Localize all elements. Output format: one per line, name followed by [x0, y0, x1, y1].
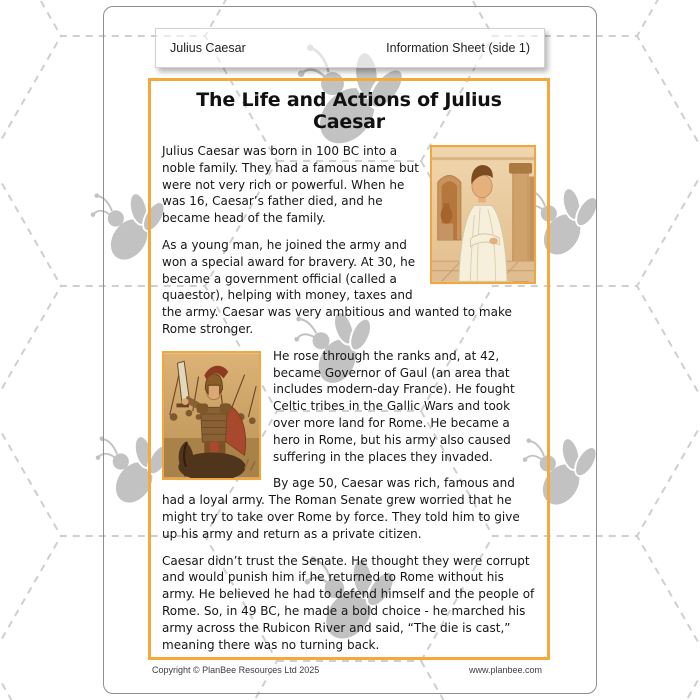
toga-illustration-art — [432, 147, 534, 282]
article-body — [162, 143, 536, 653]
paragraph-4: By age 50, Caesar was rich, famous and had a loyal army. The Roman Senate grew worried that he might try to take over Rome by force. They told him to give up his army and return as a private citizen. — [162, 476, 520, 541]
copyright-text: Copyright © PlanBee Resources Ltd 2025 — [152, 665, 320, 675]
header-bar — [155, 28, 545, 68]
header-sheet-label: Information Sheet (side 1) — [386, 41, 530, 55]
website-text: www.planbee.com — [468, 665, 542, 675]
caesar-soldier-horseback-illustration — [162, 351, 261, 480]
paragraph-5: Caesar didn’t trust the Senate. He thought they were corrupt and would punish him if he returned to Rome without his army. He believed he had to defend himself and the people of Rome. So, in 49 BC, he made a bold choice - he marched his army across the Rubicon River and said, “The die is cast,” meaning there was no turning back. — [162, 553, 535, 652]
paragraph-2: As a young man, he joined the army and won a special award for bravery. At 30, he became a government official (called a quaestor), helping with money, taxes and the army. Caesar was very ambitious and wanted to make Rome stronger. — [162, 237, 512, 336]
page-title: The Life and Actions of Julius Caesar — [196, 89, 502, 133]
soldier-illustration-art — [164, 353, 259, 478]
content-frame — [148, 78, 550, 660]
young-caesar-toga-illustration — [430, 145, 536, 284]
paragraph-1: Julius Caesar was born in 100 BC into a noble family. They had a famous name but were not very rich or powerful. When he was 16, Caesar’s father died, and he became head of the family. — [162, 144, 419, 226]
worksheet-page — [103, 6, 597, 694]
page-footer — [152, 665, 542, 675]
paragraph-3: He rose through the ranks and, at 42, became Governor of Gaul (an area that includes modern-day France). He fought Celtic tribes in the Gallic Wars and took over more land for Rome. He became a hero in Rome, but his army also caused suffering in the places they invaded. — [273, 348, 515, 464]
header-topic: Julius Caesar — [170, 41, 246, 55]
